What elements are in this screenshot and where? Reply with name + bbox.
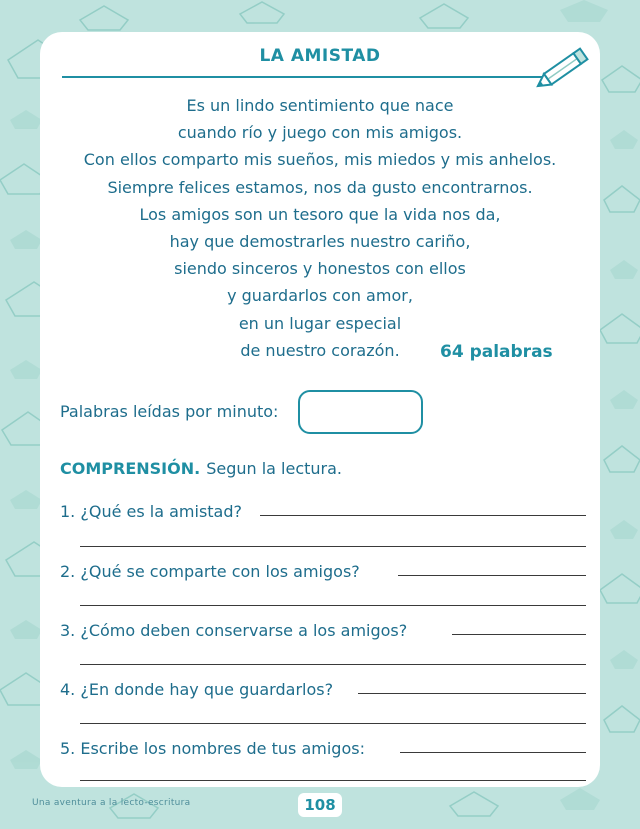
poem-line: de nuestro corazón. [240, 340, 400, 360]
question-2: 2. ¿Qué se comparte con los amigos? [60, 562, 360, 581]
word-count-badge: 64 palabras [440, 342, 553, 362]
poem-line: en un lugar especial [238, 313, 402, 333]
poem-text [40, 92, 600, 364]
page-title: LA AMISTAD [259, 46, 381, 66]
answer-line-1b[interactable] [80, 546, 586, 547]
answer-line-4a[interactable] [358, 693, 586, 694]
answer-line-5b[interactable] [80, 780, 586, 781]
question-4: 4. ¿En donde hay que guardarlos? [60, 680, 334, 699]
poem-line: Con ellos comparto mis sueños, mis miedos y mis anhelos. [83, 150, 557, 170]
question-5: 5. Escribe los nombres de tus amigos: [60, 739, 365, 758]
comprehension-heading [60, 459, 342, 478]
answer-line-3a[interactable] [452, 634, 586, 635]
worksheet-card [40, 32, 600, 787]
book-title-footer: Una aventura a la lecto-escritura [32, 798, 191, 808]
poem-line: Los amigos son un tesoro que la vida nos da, [139, 204, 501, 224]
answer-line-2a[interactable] [398, 575, 586, 576]
answer-line-5a[interactable] [400, 752, 586, 753]
title-underline [62, 76, 542, 78]
answer-line-4b[interactable] [80, 723, 586, 724]
words-per-minute-label: Palabras leídas por minuto: [60, 402, 279, 421]
poem-line: cuando río y juego con mis amigos. [177, 123, 463, 143]
poem-line: Siempre felices estamos, nos da gusto encontrarnos. [107, 177, 533, 197]
page-number: 108 [298, 793, 342, 817]
answer-line-3b[interactable] [80, 664, 586, 665]
poem-line: siendo sinceros y honestos con ellos [174, 259, 466, 279]
question-3: 3. ¿Cómo deben conservarse a los amigos? [60, 621, 408, 640]
comprehension-instruction: Segun la lectura. [206, 459, 343, 478]
poem-line: Es un lindo sentimiento que nace [186, 96, 454, 115]
answer-line-1a[interactable] [260, 515, 586, 516]
poem-line: hay que demostrarles nuestro cariño, [169, 232, 471, 252]
pencil-icon [536, 42, 596, 92]
comprehension-title: COMPRENSIÓN. [60, 459, 201, 478]
poem-line: y guardarlos con amor, [227, 286, 413, 306]
answer-line-2b[interactable] [80, 605, 586, 606]
words-per-minute-input[interactable] [298, 390, 423, 434]
question-1: 1. ¿Qué es la amistad? [60, 502, 243, 521]
